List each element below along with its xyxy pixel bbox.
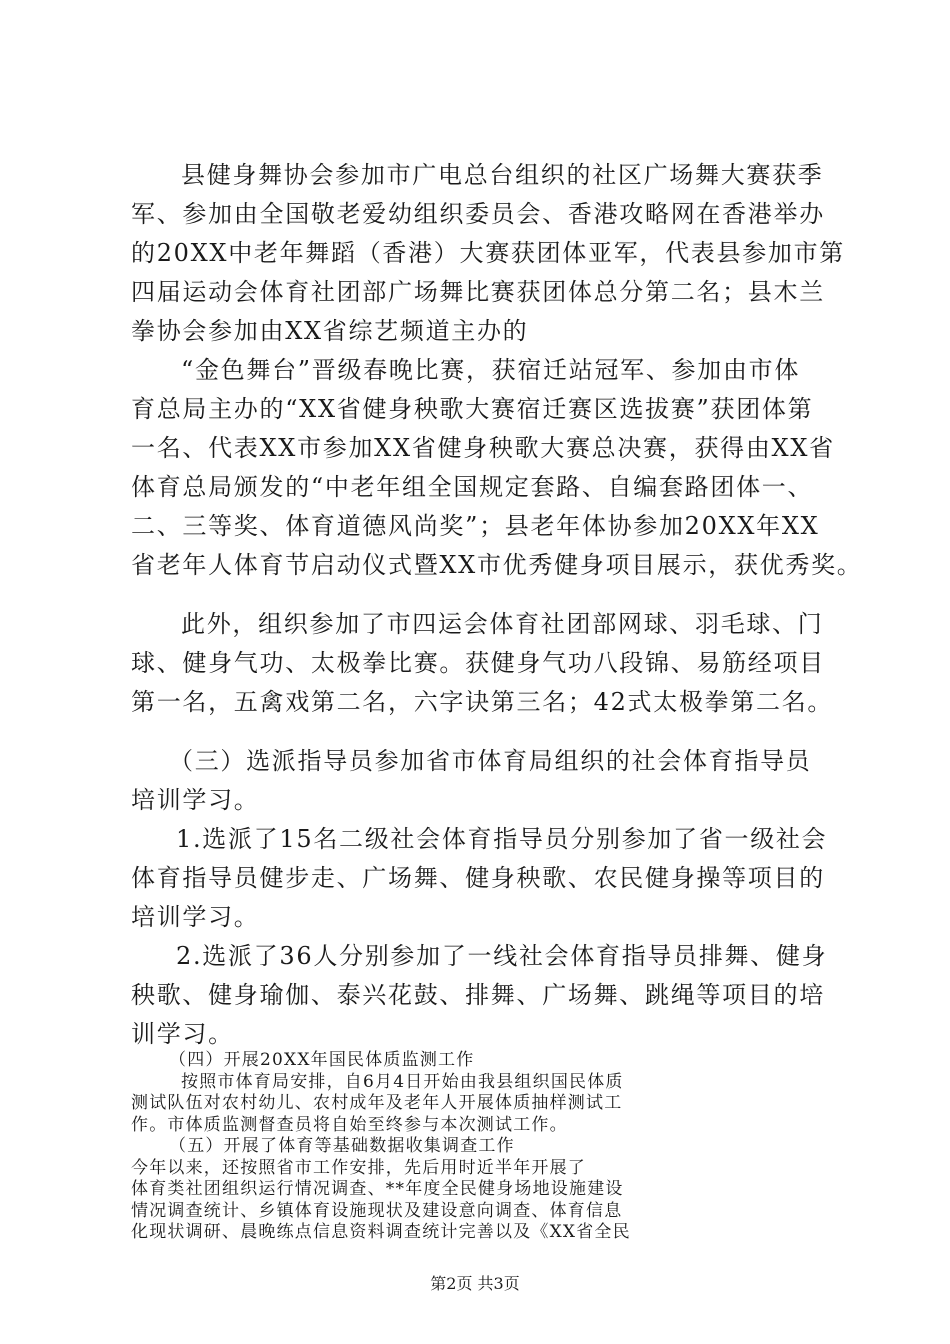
text-line: 体育总局颁发的“中老年组全国规定套路、自编套路团体一、 bbox=[131, 473, 814, 501]
text-line: 一名、代表XX市参加XX省健身秧歌大赛总决赛，获得由XX省 bbox=[131, 434, 835, 462]
text-line: 按照市体育局安排，自6月4日开始由我县组织国民体质 bbox=[181, 1071, 624, 1092]
text-line: 体育类社团组织运行情况调查、**年度全民健身场地设施建设 bbox=[131, 1179, 624, 1199]
text-line: 县健身舞协会参加市广电总台组织的社区广场舞大赛获季 bbox=[181, 161, 824, 189]
text-line: 作。市体质监测督查员将自始至终参与本次测试工作。 bbox=[131, 1114, 568, 1135]
text-line: 化现状调研、晨晚练点信息资料调查统计完善以及《XX省全民 bbox=[131, 1222, 631, 1242]
text-line: 情况调查统计、乡镇体育设施现状及建设意向调查、体育信息 bbox=[131, 1200, 623, 1221]
text-line: “金色舞台”晋级春晚比赛，获宿迁站冠军、参加由市体 bbox=[181, 356, 801, 384]
text-line: 第一名，五禽戏第二名，六字诀第三名；42式太极拳第二名。 bbox=[131, 688, 834, 716]
text-line: 训学习。 bbox=[131, 1020, 234, 1048]
text-line: 测试队伍对农村幼儿、农村成年及老年人开展体质抽样测试工 bbox=[131, 1093, 623, 1113]
text-line: 省老年人体育节启动仪式暨XX市优秀健身项目展示，获优秀奖。 bbox=[131, 551, 863, 579]
text-line: 今年以来，还按照省市工作安排，先后用时近半年开展了 bbox=[131, 1157, 586, 1178]
section-heading: （五）开展了体育等基础数据收集调查工作 bbox=[169, 1136, 515, 1156]
text-line: 育总局主办的“XX省健身秧歌大赛宿迁赛区选拔赛”获团体第 bbox=[131, 395, 814, 423]
list-item: 1.选派了15名二级社会体育指导员分别参加了省一级社会 bbox=[176, 825, 828, 853]
text-line: 拳协会参加由XX省综艺频道主办的 bbox=[131, 317, 529, 345]
text-line: 体育指导员健步走、广场舞、健身秧歌、农民健身操等项目的 bbox=[131, 864, 825, 892]
section-heading: （三）选派指导员参加省市体育局组织的社会体育指导员 bbox=[169, 747, 812, 775]
text-line: 培训学习。 bbox=[131, 903, 260, 931]
text-line: 秧歌、健身瑜伽、泰兴花鼓、排舞、广场舞、跳绳等项目的培 bbox=[131, 981, 825, 1009]
page-footer: 第2页 共3页 bbox=[430, 1274, 520, 1293]
section-heading: （四）开展20XX年国民体质监测工作 bbox=[169, 1050, 475, 1070]
text-line: 二、三等奖、体育道德风尚奖”；县老年体协参加20XX年XX bbox=[131, 512, 820, 540]
text-line: 球、健身气功、太极拳比赛。获健身气功八段锦、易筋经项目 bbox=[131, 649, 825, 677]
text-line: 此外，组织参加了市四运会体育社团部网球、羽毛球、门 bbox=[181, 610, 824, 638]
text-line: 四届运动会体育社团部广场舞比赛获团体总分第二名；县木兰 bbox=[131, 278, 825, 306]
text-line: 军、参加由全国敬老爱幼组织委员会、香港攻略网在香港举办 bbox=[131, 200, 825, 228]
list-item: 2.选派了36人分别参加了一线社会体育指导员排舞、健身 bbox=[176, 942, 828, 970]
text-line: 培训学习。 bbox=[131, 786, 260, 814]
text-line: 的20XX中老年舞蹈（香港）大赛获团体亚军，代表县参加市第 bbox=[131, 239, 846, 267]
